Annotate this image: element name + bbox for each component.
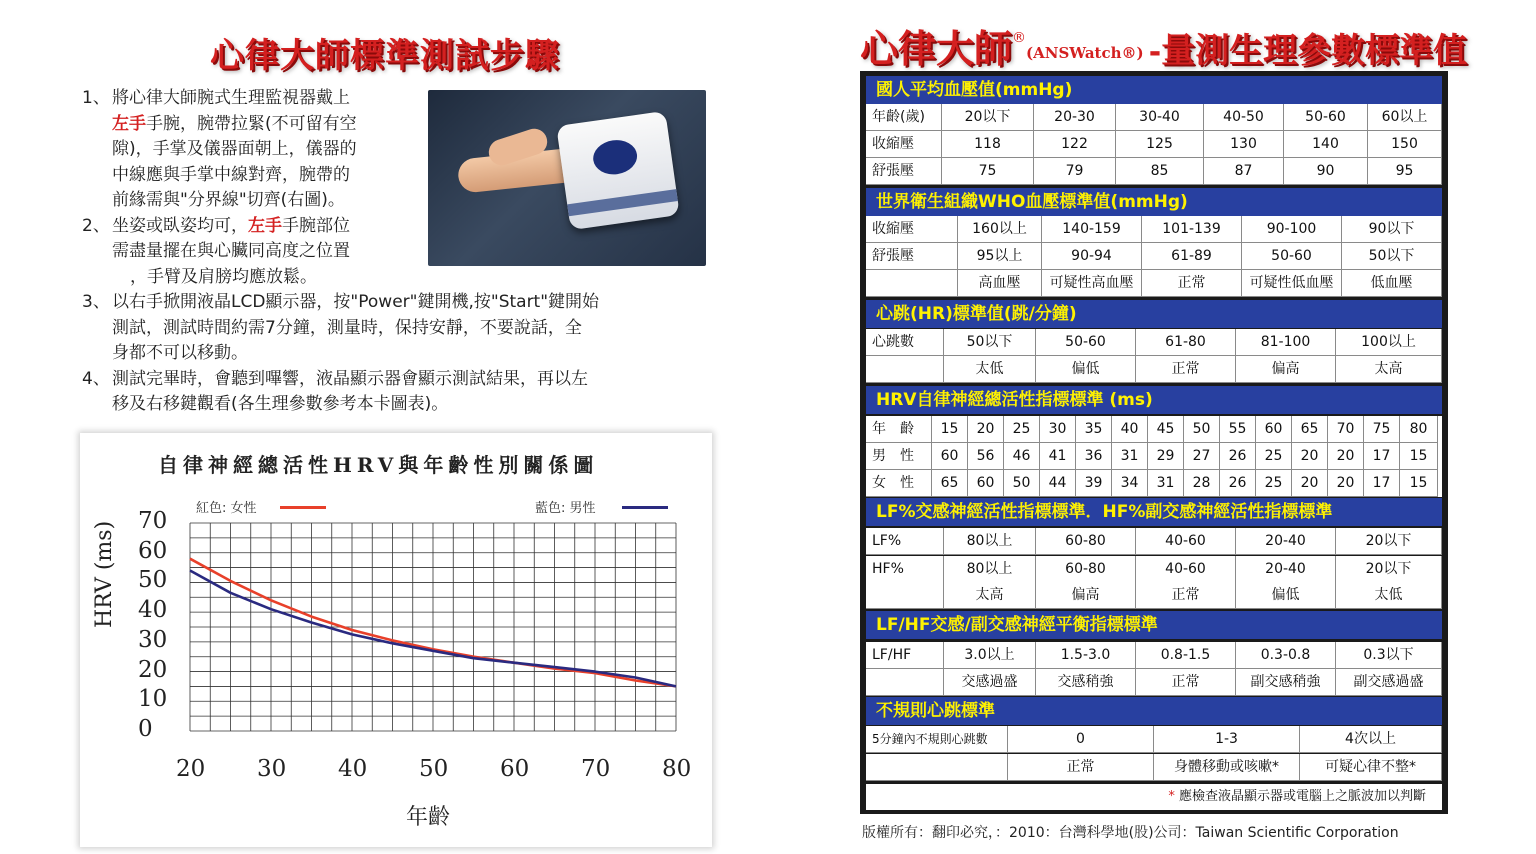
table-cell: 65 <box>1292 416 1328 443</box>
table-cell: 25 <box>1256 443 1292 470</box>
section-header: LF/HF交感/副交感神經平衡指標標準 <box>866 611 1442 639</box>
table-cell: 122 <box>1034 131 1116 158</box>
table-cell: 50以下 <box>1342 243 1442 270</box>
table-cell: 65 <box>932 470 968 497</box>
table-cell: 80以上 <box>944 528 1036 555</box>
row-label: 心跳數 <box>866 329 944 356</box>
table-cell: 40-60 <box>1136 528 1236 555</box>
table-cell: 1-3 <box>1154 726 1300 753</box>
title-dash: - <box>1148 35 1162 70</box>
step-text: 前緣需與"分界線"切齊(右圖)。 <box>112 190 345 210</box>
step-text: 測試完畢時，會聽到嗶響，液晶顯示器會顯示測試結果，再以左 <box>112 368 588 389</box>
table-cell: 15 <box>932 416 968 443</box>
y-tick-label: 70 <box>138 508 168 534</box>
table-cell: 26 <box>1220 470 1256 497</box>
table-cell: 20 <box>1292 470 1328 497</box>
row-label <box>866 270 958 297</box>
title-tail: 量測生理參數標準值 <box>1161 31 1468 71</box>
table-cell: 39 <box>1076 470 1112 497</box>
table-cell: 正常 <box>1142 270 1242 297</box>
table-cell: 100以上 <box>1336 329 1442 356</box>
table-cell: 30-40 <box>1116 104 1204 131</box>
table-cell: 95以上 <box>958 243 1042 270</box>
table-cell: 20-40 <box>1236 528 1336 555</box>
footnote-star: * <box>1168 789 1175 804</box>
table-cell: 60 <box>1256 416 1292 443</box>
table-cell: 太高 <box>1336 356 1442 383</box>
table-cell: 20 <box>1328 470 1364 497</box>
right-page-title <box>860 18 1467 73</box>
table-cell: 50 <box>1004 470 1040 497</box>
table-row <box>866 528 1442 555</box>
table-cell: 90以下 <box>1342 216 1442 243</box>
section-header: HRV自律神經總活性指標標準 (ms) <box>866 386 1442 414</box>
table-cell: 55 <box>1220 416 1256 443</box>
y-tick-label: 40 <box>138 597 168 624</box>
table-cell: 90-94 <box>1042 243 1142 270</box>
chart-title: 自律神經總活性HRV與年齡性別關係圖 <box>158 453 599 477</box>
table-cell: 正常 <box>1136 582 1236 609</box>
section-header: 國人平均血壓值(mmHg) <box>866 76 1442 104</box>
table-cell: 60 <box>932 443 968 470</box>
table-cell: 20 <box>1292 443 1328 470</box>
table-cell: 81-100 <box>1236 329 1336 356</box>
left-page-title: 心律大師標準測試步驟 <box>210 36 560 76</box>
step-text: 中線應與手掌中線對齊，腕帶的 <box>112 164 350 185</box>
table-cell: 太低 <box>1336 582 1442 609</box>
table-cell: 31 <box>1112 443 1148 470</box>
row-label: LF% <box>866 528 944 555</box>
step-text: 移及右移鍵觀看(各生理參數參考本卡圖表)。 <box>112 394 449 414</box>
table-row <box>866 642 1442 669</box>
row-label: 收縮壓 <box>866 216 958 243</box>
table-cell: 46 <box>1004 443 1040 470</box>
table-cell: 56 <box>968 443 1004 470</box>
table-cell: 交感稍強 <box>1036 669 1136 696</box>
table-cell: 3.0以上 <box>944 642 1036 669</box>
table-cell: 75 <box>1364 416 1400 443</box>
table-cell: 140 <box>1284 131 1368 158</box>
table-cell: 低血壓 <box>1342 270 1442 297</box>
table-cell: 高血壓 <box>958 270 1042 297</box>
table-cell: 偏低 <box>1036 356 1136 383</box>
table-cell: 1.5-3.0 <box>1036 642 1136 669</box>
table-cell: 34 <box>1112 470 1148 497</box>
row-label <box>866 669 944 696</box>
table-cell: 61-89 <box>1142 243 1242 270</box>
registered-mark: ® <box>1012 30 1027 46</box>
table-cell: 0.8-1.5 <box>1136 642 1236 669</box>
row-label: 舒張壓 <box>866 158 942 185</box>
table-row <box>866 131 1442 158</box>
y-tick-label: 0 <box>138 716 153 742</box>
section-header: 不規則心跳標準 <box>866 697 1442 725</box>
table-cell: 95 <box>1368 158 1442 185</box>
table-cell: 118 <box>942 131 1034 158</box>
table-cell: 160以上 <box>958 216 1042 243</box>
table-cell: 20-30 <box>1034 104 1116 131</box>
table-cell: 17 <box>1364 443 1400 470</box>
step-text: 手腕，腕帶拉緊(不可留有空 <box>146 113 357 134</box>
table-cell: 60以上 <box>1368 104 1442 131</box>
table-cell: 50 <box>1184 416 1220 443</box>
table-cell: 25 <box>1004 416 1040 443</box>
table-cell: 30 <box>1040 416 1076 443</box>
table-row <box>866 356 1442 383</box>
table-row <box>866 582 1442 609</box>
row-label: 男 性 <box>866 443 932 470</box>
table-cell: 29 <box>1148 443 1184 470</box>
table-cell: 副交感稍強 <box>1236 669 1336 696</box>
step-number: 4、 <box>82 368 110 389</box>
row-label <box>866 356 944 383</box>
table-cell: 15 <box>1400 443 1438 470</box>
table-cell: 偏高 <box>1236 356 1336 383</box>
step-text: 測試，測試時間約需7分鐘，測量時，保持安靜，不要說話，全 <box>112 317 582 338</box>
table-cell: 0.3-0.8 <box>1236 642 1336 669</box>
table-cell: 41 <box>1040 443 1076 470</box>
table-cell: 80以上 <box>944 556 1036 583</box>
x-tick-label: 50 <box>419 756 449 782</box>
row-label <box>866 754 1008 781</box>
table-cell: 17 <box>1364 470 1400 497</box>
table-cell: 20 <box>968 416 1004 443</box>
table-cell: 可疑心律不整* <box>1300 754 1442 781</box>
table-cell: 130 <box>1204 131 1284 158</box>
table-cell: 40-60 <box>1136 556 1236 583</box>
table-cell: 140-159 <box>1042 216 1142 243</box>
table-cell: 可疑性低血壓 <box>1242 270 1342 297</box>
step-number: 2、 <box>82 215 110 236</box>
table-cell: 28 <box>1184 470 1220 497</box>
row-label: 年齡(歲) <box>866 104 942 131</box>
step-text: 身都不可以移動。 <box>112 343 248 363</box>
x-axis-label: 年齡 <box>406 805 451 830</box>
table-cell: 50-60 <box>1242 243 1342 270</box>
table-cell: 可疑性高血壓 <box>1042 270 1142 297</box>
y-tick-label: 10 <box>138 686 168 713</box>
table-cell: 79 <box>1034 158 1116 185</box>
table-cell: 125 <box>1116 131 1204 158</box>
table-row <box>866 470 1442 497</box>
table-cell: 正常 <box>1136 356 1236 383</box>
y-tick-label: 20 <box>138 656 168 683</box>
highlight-left-hand: 左手 <box>112 113 146 134</box>
table-cell: 太高 <box>944 582 1036 609</box>
table-cell: 偏高 <box>1036 582 1136 609</box>
brand-name: 心律大師 <box>860 27 1013 71</box>
table-cell: 太低 <box>944 356 1036 383</box>
table-row <box>866 669 1442 696</box>
step-number: 3、 <box>82 292 110 312</box>
x-tick-label: 80 <box>662 756 692 782</box>
table-cell: 15 <box>1400 470 1438 497</box>
row-label <box>866 582 944 609</box>
table-cell: 101-139 <box>1142 216 1242 243</box>
table-cell: 正常 <box>1008 754 1154 781</box>
table-row <box>866 726 1442 753</box>
legend-male-label: 藍色: 男性 <box>535 501 596 516</box>
footnote <box>866 784 1442 810</box>
step-text: 隙)，手掌及儀器面朝上，儀器的 <box>112 139 357 159</box>
table-cell: 身體移動或咳嗽* <box>1154 754 1300 781</box>
table-cell: 85 <box>1116 158 1204 185</box>
table-row <box>866 416 1442 443</box>
table-cell: 70 <box>1328 416 1364 443</box>
table-cell: 80 <box>1400 416 1438 443</box>
table-cell: 20-40 <box>1236 556 1336 583</box>
footnote-text: 應檢查液晶顯示器或電腦上之脈波加以判斷 <box>1178 789 1426 804</box>
table-cell: 20以下 <box>1336 556 1442 583</box>
row-label: HF% <box>866 556 944 583</box>
x-tick-label: 40 <box>338 756 368 782</box>
step-number: 1、 <box>82 88 110 108</box>
x-tick-label: 20 <box>176 756 206 782</box>
row-label: 收縮壓 <box>866 131 942 158</box>
table-row <box>866 243 1442 270</box>
section-header: 世界衛生組織WHO血壓標準值(mmHg) <box>866 188 1442 216</box>
x-tick-label: 30 <box>257 756 287 782</box>
row-label: LF/HF <box>866 642 944 669</box>
table-row <box>866 443 1442 470</box>
table-cell: 50-60 <box>1284 104 1368 131</box>
table-cell: 87 <box>1204 158 1284 185</box>
row-label: 年 齡 <box>866 416 932 443</box>
table-cell: 0 <box>1008 726 1154 753</box>
table-cell: 40 <box>1112 416 1148 443</box>
legend-female-label: 紅色: 女性 <box>196 501 257 516</box>
brand-sub: (ANSWatch®) <box>1026 44 1144 62</box>
y-tick-label: 60 <box>138 537 168 564</box>
table-cell: 40-50 <box>1204 104 1284 131</box>
step-text: 需盡量擺在與心臟同高度之位置 <box>112 241 350 261</box>
table-cell: 20 <box>1328 443 1364 470</box>
table-cell: 61-80 <box>1136 329 1236 356</box>
table-cell: 正常 <box>1136 669 1236 696</box>
step-text: ，手臂及肩膀均應放鬆。 <box>130 266 317 287</box>
x-tick-label: 60 <box>500 756 530 782</box>
table-cell: 26 <box>1220 443 1256 470</box>
table-row <box>866 104 1442 131</box>
table-cell: 50-60 <box>1036 329 1136 356</box>
table-cell: 35 <box>1076 416 1112 443</box>
table-cell: 75 <box>942 158 1034 185</box>
table-cell: 31 <box>1148 470 1184 497</box>
table-cell: 0.3以下 <box>1336 642 1442 669</box>
table-cell: 44 <box>1040 470 1076 497</box>
step-text: 坐姿或臥姿均可， <box>112 215 248 236</box>
y-tick-label: 30 <box>138 626 168 653</box>
row-label: 5分鐘內不規則心跳數 <box>866 726 1008 753</box>
table-cell: 交感過盛 <box>944 669 1036 696</box>
table-row <box>866 754 1442 781</box>
table-cell: 60 <box>968 470 1004 497</box>
table-cell: 150 <box>1368 131 1442 158</box>
highlight-left-hand: 左手 <box>248 215 282 236</box>
y-axis-label: HRV (ms) <box>92 520 117 628</box>
table-cell: 副交感過盛 <box>1336 669 1442 696</box>
y-tick-label: 50 <box>138 567 168 594</box>
table-cell: 60-80 <box>1036 528 1136 555</box>
section-header: 心跳(HR)標準值(跳/分鐘) <box>866 300 1442 328</box>
table-row <box>866 270 1442 297</box>
table-row <box>866 556 1442 583</box>
step-text: 手腕部位 <box>282 215 350 236</box>
step-text: 以右手掀開液晶LCD顯示器，按"Power"鍵開機,按"Start"鍵開始 <box>112 292 600 312</box>
table-cell: 4次以上 <box>1300 726 1442 753</box>
x-tick-label: 70 <box>581 756 611 782</box>
table-cell: 60-80 <box>1036 556 1136 583</box>
table-cell: 90-100 <box>1242 216 1342 243</box>
table-cell: 20以下 <box>1336 528 1442 555</box>
table-cell: 36 <box>1076 443 1112 470</box>
table-cell: 90 <box>1284 158 1368 185</box>
table-row <box>866 158 1442 185</box>
table-cell: 20以下 <box>942 104 1034 131</box>
table-cell: 27 <box>1184 443 1220 470</box>
table-row <box>866 329 1442 356</box>
step-text: 將心律大師腕式生理監視器戴上 <box>112 88 350 108</box>
row-label: 女 性 <box>866 470 932 497</box>
copyright: 版權所有：翻印必究，：2010：台灣科學地(股)公司：Taiwan Scientific Corporation <box>862 825 1399 841</box>
section-header: LF%交感神經活性指標標準．HF%副交感神經活性指標標準 <box>866 498 1442 526</box>
table-cell: 偏低 <box>1236 582 1336 609</box>
row-label: 舒張壓 <box>866 243 958 270</box>
table-row <box>866 216 1442 243</box>
table-cell: 45 <box>1148 416 1184 443</box>
table-cell: 50以下 <box>944 329 1036 356</box>
table-cell: 25 <box>1256 470 1292 497</box>
